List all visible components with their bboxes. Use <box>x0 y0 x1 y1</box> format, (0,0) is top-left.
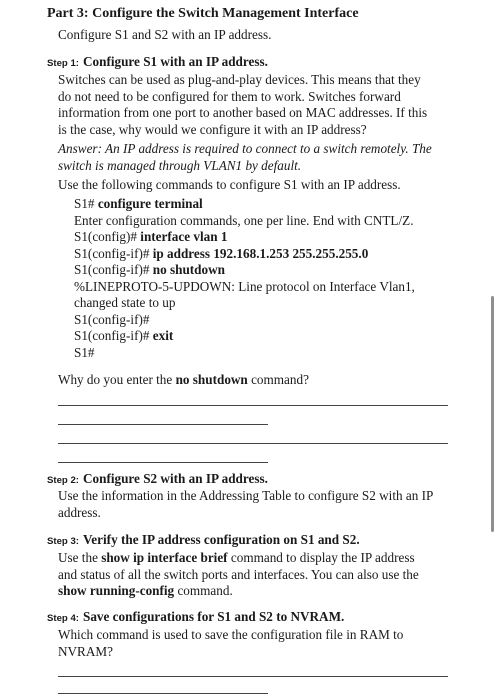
cli-line: Enter configuration commands, one per line. End with CNTL/Z. <box>74 212 414 228</box>
step2-paragraph <box>58 488 433 521</box>
paragraph-text: command to display the IP address <box>230 550 415 565</box>
command-name: show running-config <box>58 583 175 598</box>
step1-heading <box>47 53 268 71</box>
paragraph-text: Use the <box>58 550 98 565</box>
cli-line: S1# <box>74 344 95 360</box>
paragraph-text: command. <box>177 583 233 598</box>
step3-label: Step 3: <box>47 536 79 547</box>
cli-prompt: S1(config-if)# <box>74 245 150 261</box>
step3-paragraph <box>58 550 419 600</box>
paragraph-line: Which command is used to save the configuration file in RAM to <box>58 627 404 642</box>
step4-label: Step 4: <box>47 613 79 624</box>
cli-prompt: S1(config)# <box>74 229 137 244</box>
cli-line <box>74 196 415 213</box>
step1-label: Step 1: <box>47 58 79 69</box>
cli-prompt: S1(config-if)# <box>74 262 150 277</box>
cli-command: exit <box>152 328 174 343</box>
answer-line-3[interactable] <box>58 443 448 444</box>
answer-line: switch is managed through VLAN1 by default. <box>58 157 302 173</box>
step1-title: Configure S1 with an IP address. <box>83 54 268 69</box>
commands-intro: Use the following commands to configure S1 with an IP address. <box>58 177 401 192</box>
cli-command: interface vlan 1 <box>140 229 228 244</box>
cli-line: %LINEPROTO-5-UPDOWN: Line protocol on Interface Vlan1, <box>74 278 415 294</box>
cli-line: changed state to up <box>74 295 176 310</box>
cli-command: configure terminal <box>97 196 203 211</box>
cli-line <box>74 262 415 279</box>
paragraph-line: Use the information in the Addressing Table to configure S2 with an IP <box>58 488 434 503</box>
answer-line-6[interactable] <box>58 693 268 694</box>
step4-paragraph <box>58 627 403 660</box>
step3-heading <box>47 531 360 549</box>
paragraph-line: Switches can be used as plug-and-play devices. This means that they <box>58 72 421 87</box>
cli-command: ip address 192.168.1.253 255.255.255.0 <box>152 245 369 261</box>
paragraph-line: NVRAM? <box>58 643 113 659</box>
cli-prompt: S1# <box>74 196 95 211</box>
answer-line-2[interactable] <box>58 424 268 425</box>
part-intro: Configure S1 and S2 with an IP address. <box>58 27 272 42</box>
step1-answer <box>58 141 432 174</box>
cli-line: S1(config-if)# <box>74 311 150 327</box>
step4-heading <box>47 608 344 626</box>
answer-line: Answer: An IP address is required to connect to a switch remotely. The <box>58 141 432 156</box>
answer-line-5[interactable] <box>58 676 448 677</box>
command-name: show ip interface brief <box>101 550 228 565</box>
paragraph-line: and status of all the switch ports and interfaces. You can also use the <box>58 566 419 582</box>
part-title: Part 3: Configure the Switch Management Interface <box>47 6 359 21</box>
step2-label: Step 2: <box>47 475 79 486</box>
paragraph-line: information from one port to another based on MAC addresses. If this <box>58 105 428 120</box>
question-text: Why do you enter the <box>58 372 173 387</box>
cli-line <box>74 328 415 345</box>
cli-block <box>74 196 415 361</box>
step2-heading <box>47 470 268 488</box>
step1-question <box>58 372 309 388</box>
step4-title: Save configurations for S1 and S2 to NVRAM. <box>83 609 345 624</box>
answer-line-1[interactable] <box>58 405 448 406</box>
step1-paragraph <box>58 72 427 138</box>
vertical-scrollbar[interactable] <box>491 296 494 532</box>
answer-line-4[interactable] <box>58 462 268 463</box>
question-bold: no shutdown <box>175 372 248 387</box>
cli-command: no shutdown <box>152 262 225 277</box>
cli-prompt: S1(config-if)# <box>74 328 150 343</box>
paragraph-line: do not need to be configured for them to work. Switches forward <box>58 88 401 104</box>
paragraph-line <box>58 550 419 567</box>
step2-title: Configure S2 with an IP address. <box>83 471 268 486</box>
question-text: command? <box>251 372 309 387</box>
paragraph-line: address. <box>58 504 101 520</box>
step3-title: Verify the IP address configuration on S1 and S2. <box>83 532 360 547</box>
paragraph-line <box>58 583 419 600</box>
cli-line <box>74 229 415 246</box>
paragraph-line: is the case, why would we configure it with an IP address? <box>58 121 367 137</box>
cli-line <box>74 246 415 263</box>
